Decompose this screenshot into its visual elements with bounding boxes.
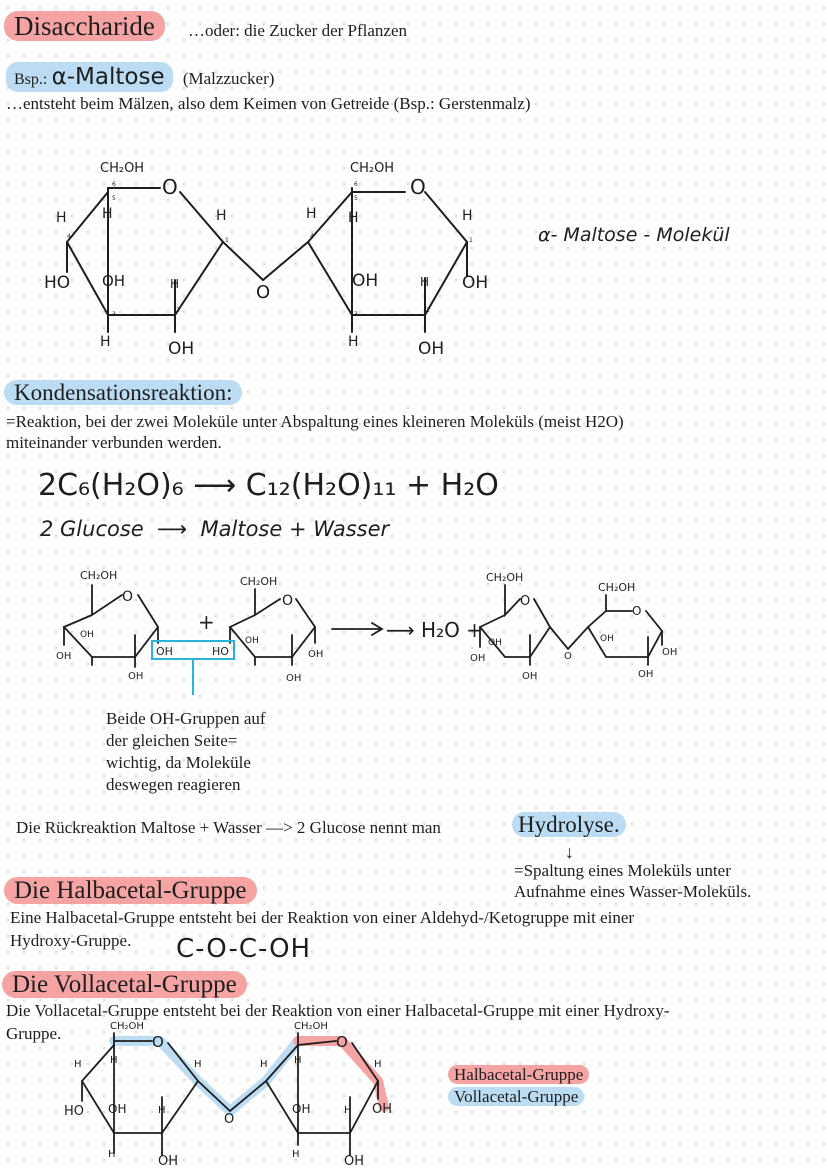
condensation-title: Kondensationsreaktion: xyxy=(4,378,242,408)
svg-text:HO: HO xyxy=(212,645,229,658)
svg-text:H: H xyxy=(110,1055,118,1066)
svg-text:OH: OH xyxy=(80,630,94,640)
svg-text:O: O xyxy=(520,594,531,609)
svg-text:O: O xyxy=(282,593,294,609)
ring-oxygen-left: O xyxy=(162,175,178,199)
word-equation: 2 Glucose ⟶ Maltose + Wasser xyxy=(40,517,390,541)
svg-text:OH: OH xyxy=(286,673,302,684)
oh-note: Beide OH-Gruppen auf der gleichen Seite= wichtig, da Moleküle deswegen reagieren xyxy=(106,709,266,794)
svg-text:OH: OH xyxy=(156,645,173,658)
svg-text:6: 6 xyxy=(354,181,358,188)
svg-text:OH: OH xyxy=(352,271,379,291)
svg-text:OH: OH xyxy=(418,339,445,359)
svg-text:OH: OH xyxy=(372,1102,393,1117)
svg-text:OH: OH xyxy=(158,1154,179,1169)
svg-text:OH: OH xyxy=(56,651,72,662)
vollacetal-highlight xyxy=(114,1041,342,1111)
svg-text:H: H xyxy=(420,275,430,289)
svg-text:OH: OH xyxy=(522,671,538,682)
acetal-structure xyxy=(62,1015,422,1169)
vollacetal-title: Die Vollacetal-Gruppe xyxy=(2,970,247,1000)
svg-text:H: H xyxy=(374,1059,382,1070)
svg-text:CH₂OH: CH₂OH xyxy=(486,571,524,584)
legend-halbacetal: Halbacetal-Gruppe xyxy=(448,1064,589,1086)
svg-text:OH: OH xyxy=(108,1102,127,1116)
svg-text:OH: OH xyxy=(638,669,654,680)
svg-text:4: 4 xyxy=(67,233,71,240)
svg-text:H: H xyxy=(100,334,111,350)
svg-text:H: H xyxy=(306,206,317,222)
halbacetal-formula: C-O-C-OH xyxy=(176,934,312,964)
svg-text:6: 6 xyxy=(112,181,116,188)
disaccharide-subtitle: …oder: die Zucker der Pflanzen xyxy=(188,21,408,40)
disaccharide-description: …entsteht beim Mälzen, also dem Keimen von Getreide (Bsp.: Gerstenmalz) xyxy=(6,94,531,113)
svg-text:4: 4 xyxy=(310,233,314,240)
svg-text:OH: OH xyxy=(488,638,502,648)
molecule-label: α- Maltose - Molekül xyxy=(538,224,730,246)
svg-text:H: H xyxy=(344,1105,352,1116)
svg-text:CH₂OH: CH₂OH xyxy=(110,1021,144,1032)
hydrolysis-word: Hydrolyse. xyxy=(512,810,626,840)
svg-text:2: 2 xyxy=(426,307,430,314)
svg-text:H: H xyxy=(260,1059,268,1070)
svg-text:OH: OH xyxy=(292,1102,311,1116)
svg-text:OH: OH xyxy=(102,272,126,290)
svg-text:O: O xyxy=(224,1112,235,1127)
condensation-definition-1: =Reaktion, bei der zwei Moleküle unter Abspaltung eines kleineren Moleküls (meist H2O) xyxy=(6,412,624,431)
svg-text:OH: OH xyxy=(462,273,489,293)
example-note: (Malzzucker) xyxy=(182,69,275,88)
svg-text:H: H xyxy=(348,334,359,350)
example-line xyxy=(6,62,274,92)
ring-oxygen-right: O xyxy=(410,175,426,199)
svg-text:O: O xyxy=(336,1033,348,1051)
svg-text:OH: OH xyxy=(470,653,486,664)
legend-vollacetal: Vollacetal-Gruppe xyxy=(448,1086,584,1108)
svg-text:O: O xyxy=(564,651,572,662)
condensation-definition-2: miteinander verbunden werden. xyxy=(6,433,222,452)
bridge-oxygen: O xyxy=(256,282,271,303)
example-badge: Bsp.: α-Maltose xyxy=(6,62,173,92)
svg-text:CH₂OH: CH₂OH xyxy=(598,581,636,594)
svg-text:3: 3 xyxy=(354,311,358,318)
ho-group: HO xyxy=(44,273,71,293)
hydrolysis-arrow: ↓ xyxy=(565,842,574,862)
svg-text:H: H xyxy=(194,1059,202,1070)
halbacetal-text-1: Eine Halbacetal-Gruppe entsteht bei der Reaktion von einer Aldehyd-/Ketogruppe mit einer xyxy=(10,908,635,927)
svg-text:H: H xyxy=(216,208,227,224)
svg-text:H: H xyxy=(294,1055,302,1066)
svg-text:H: H xyxy=(292,1149,300,1160)
svg-text:O: O xyxy=(152,1033,164,1051)
ring-bonds-left xyxy=(67,188,467,332)
svg-text:3: 3 xyxy=(112,311,116,318)
reverse-reaction-text: Die Rückreaktion Maltose + Wasser —> 2 Glucose nennt man xyxy=(16,818,441,837)
svg-text:1: 1 xyxy=(225,237,229,244)
svg-text:H: H xyxy=(74,1059,82,1070)
reaction-scheme xyxy=(50,565,700,695)
svg-text:OH: OH xyxy=(128,671,144,682)
svg-text:1: 1 xyxy=(469,237,473,244)
svg-text:H: H xyxy=(170,277,180,291)
svg-text:CH₂OH: CH₂OH xyxy=(240,575,278,588)
svg-text:5: 5 xyxy=(112,195,116,202)
svg-text:H: H xyxy=(462,208,473,224)
svg-text:H: H xyxy=(56,210,67,226)
svg-text:2: 2 xyxy=(176,307,180,314)
ch2oh-label-right: CH₂OH xyxy=(350,161,395,176)
condensation-formula: 2C₆(H₂O)₆ ⟶ C₁₂(H₂O)₁₁ + H₂O xyxy=(38,468,499,503)
svg-text:H: H xyxy=(158,1105,166,1116)
svg-text:H: H xyxy=(108,1149,116,1160)
svg-text:OH: OH xyxy=(344,1154,365,1169)
svg-text:O: O xyxy=(122,589,134,605)
maltose-structure xyxy=(30,150,510,365)
svg-text:OH: OH xyxy=(168,339,195,359)
svg-text:5: 5 xyxy=(354,195,358,202)
svg-text:OH: OH xyxy=(245,636,259,646)
svg-text:O: O xyxy=(632,604,642,618)
vollacetal-text-1: Die Vollacetal-Gruppe entsteht bei der Reaktion von einer Halbacetal-Gruppe mit einer Hydroxy- xyxy=(6,1001,670,1020)
hydrolysis-definition: =Spaltung eines Moleküls unter Aufnahme eines Wasser-Moleküls. xyxy=(514,861,752,901)
svg-text:HO: HO xyxy=(64,1104,85,1119)
halbacetal-title: Die Halbacetal-Gruppe xyxy=(4,876,257,906)
halbacetal-text-2: Hydroxy-Gruppe. xyxy=(10,931,132,950)
svg-text:CH₂OH: CH₂OH xyxy=(80,569,118,582)
ch2oh-label-left: CH₂OH xyxy=(100,161,145,176)
svg-text:OH: OH xyxy=(308,649,324,660)
vollacetal-text-2: Gruppe. xyxy=(6,1024,62,1043)
product-water: ⟶ H₂O + xyxy=(386,618,483,642)
svg-text:H: H xyxy=(102,206,113,222)
svg-text:H: H xyxy=(348,210,359,226)
svg-text:OH: OH xyxy=(600,634,614,644)
svg-text:OH: OH xyxy=(662,647,678,658)
svg-text:+: + xyxy=(198,610,215,634)
svg-text:CH₂OH: CH₂OH xyxy=(294,1021,328,1032)
disaccharide-title: Disaccharide xyxy=(4,10,165,42)
